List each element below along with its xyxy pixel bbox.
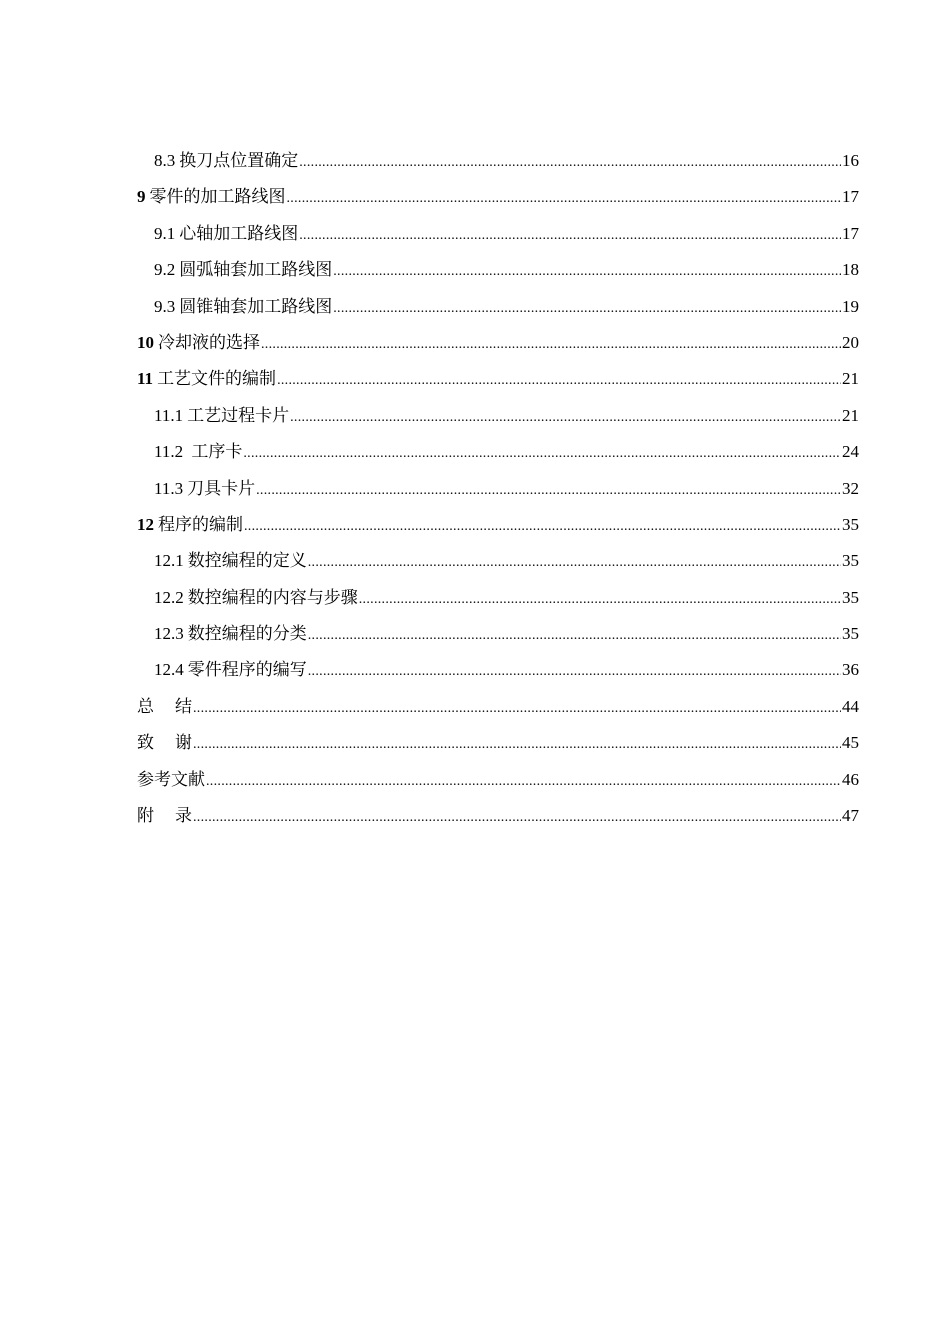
- toc-page-number: 17: [842, 223, 859, 243]
- toc-entry-title: 总结: [137, 696, 213, 716]
- toc-entry-9-1[interactable]: [137, 221, 859, 257]
- toc-page-number: 35: [842, 587, 859, 607]
- toc-entry-number: 12.4: [154, 660, 184, 680]
- toc-entry-summary[interactable]: [137, 694, 859, 730]
- toc-entry-acknowledgements[interactable]: [137, 730, 859, 766]
- toc-entry-number: 9.1: [154, 223, 176, 243]
- dot-leader: [287, 186, 842, 212]
- toc-page-number: 17: [842, 187, 859, 207]
- toc-entry-11-3[interactable]: [137, 476, 859, 512]
- toc-entry-references[interactable]: [137, 767, 859, 803]
- dot-leader: [308, 550, 841, 576]
- toc-entry-number: 12.2: [154, 587, 184, 607]
- toc-entry-12-4[interactable]: [137, 657, 859, 693]
- toc-entry-label: [137, 366, 276, 392]
- toc-entry-title: 零件的加工路线图: [149, 187, 286, 207]
- toc-page-number: 21: [842, 369, 859, 389]
- toc-entry-title: 附录: [137, 806, 213, 826]
- toc-entry-label: [137, 330, 260, 356]
- toc-page-number: 47: [842, 806, 859, 826]
- toc-entry-label: [154, 657, 307, 683]
- toc-entry-title: 工序卡: [187, 442, 243, 462]
- toc-page-number: 20: [842, 332, 859, 352]
- toc-page-number: 45: [842, 733, 859, 753]
- toc-entry-12-2[interactable]: [137, 585, 859, 621]
- toc-entry-label: [154, 294, 332, 320]
- table-of-contents: [137, 148, 859, 839]
- toc-entry-label: [154, 476, 255, 502]
- toc-page-number: 36: [842, 660, 859, 680]
- dot-leader: [308, 623, 841, 649]
- toc-entry-title: 零件程序的编写: [187, 660, 307, 680]
- dot-leader: [244, 514, 841, 540]
- toc-entry-label: [154, 439, 242, 465]
- toc-entry-9-3[interactable]: [137, 294, 859, 330]
- toc-entry-9-2[interactable]: [137, 257, 859, 293]
- toc-entry-title: 心轴加工路线图: [179, 223, 299, 243]
- toc-entry-11-2[interactable]: [137, 439, 859, 475]
- toc-entry-label: [154, 257, 332, 283]
- toc-page-number: 18: [842, 260, 859, 280]
- toc-entry-number: 12: [137, 514, 154, 534]
- toc-entry-11[interactable]: [137, 366, 859, 402]
- toc-entry-title: 圆锥轴套加工路线图: [179, 296, 333, 316]
- toc-entry-label: [137, 767, 205, 793]
- toc-entry-number: 11: [137, 369, 154, 389]
- toc-entry-12-3[interactable]: [137, 621, 859, 657]
- toc-entry-title: 数控编程的内容与步骤: [187, 587, 358, 607]
- toc-entry-number: 12.1: [154, 551, 184, 571]
- toc-entry-title: 刀具卡片: [187, 478, 256, 498]
- toc-entry-label: [154, 585, 358, 611]
- toc-entry-label: [154, 548, 307, 574]
- toc-entry-10[interactable]: [137, 330, 859, 366]
- toc-page-number: 32: [842, 478, 859, 498]
- toc-entry-number: 11.3: [154, 478, 184, 498]
- toc-page-number: 35: [842, 624, 859, 644]
- toc-entry-label: [137, 512, 243, 538]
- toc-entry-title: 工艺文件的编制: [157, 369, 277, 389]
- toc-entry-number: 10: [137, 332, 154, 352]
- toc-entry-number: 9.2: [154, 260, 176, 280]
- dot-leader: [193, 732, 841, 758]
- dot-leader: [243, 441, 841, 467]
- toc-entry-number: 8.3: [154, 151, 176, 170]
- toc-page-number: 21: [842, 405, 859, 425]
- dot-leader: [308, 659, 841, 685]
- toc-entry-11-1[interactable]: [137, 403, 859, 439]
- toc-entry-label: [154, 221, 298, 247]
- dot-leader: [359, 587, 841, 613]
- toc-entry-title: 圆弧轴套加工路线图: [179, 260, 333, 280]
- toc-entry-title: 致谢: [137, 733, 213, 753]
- toc-page-number: 19: [842, 296, 859, 316]
- dot-leader: [206, 769, 841, 795]
- dot-leader: [261, 332, 841, 358]
- dot-leader: [193, 805, 841, 831]
- toc-entry-12-1[interactable]: [137, 548, 859, 584]
- toc-entry-label: [154, 621, 307, 647]
- toc-entry-12[interactable]: [137, 512, 859, 548]
- toc-entry-8-3[interactable]: [137, 148, 859, 184]
- toc-page-number: 46: [842, 769, 859, 789]
- toc-entry-label: [137, 184, 286, 210]
- toc-entry-title: 数控编程的定义: [187, 551, 307, 571]
- toc-entry-number: 11.1: [154, 405, 184, 425]
- toc-page-number: 35: [842, 551, 859, 571]
- dot-leader: [193, 696, 841, 722]
- dot-leader: [299, 223, 841, 249]
- toc-entry-title: 程序的编制: [158, 514, 243, 534]
- toc-entry-appendix[interactable]: [137, 803, 859, 839]
- toc-page-number: 35: [842, 514, 859, 534]
- toc-entry-title: 工艺过程卡片: [187, 405, 290, 425]
- toc-entry-label: [154, 148, 298, 174]
- toc-entry-title: 参考文献: [137, 769, 205, 789]
- toc-page-number: 16: [842, 151, 859, 170]
- dot-leader: [256, 478, 841, 504]
- dot-leader: [333, 296, 841, 322]
- toc-entry-label: [154, 403, 289, 429]
- toc-entry-title: 数控编程的分类: [187, 624, 307, 644]
- toc-entry-number: 11.2: [154, 442, 184, 462]
- toc-entry-title: 冷却液的选择: [158, 332, 260, 352]
- toc-entry-number: 12.3: [154, 624, 184, 644]
- dot-leader: [333, 259, 841, 285]
- toc-entry-title: 换刀点位置确定: [179, 151, 299, 170]
- dot-leader: [277, 368, 841, 394]
- toc-entry-number: 9: [137, 187, 146, 207]
- toc-page-number: 24: [842, 442, 859, 462]
- toc-entry-9[interactable]: [137, 184, 859, 220]
- toc-entry-number: 9.3: [154, 296, 176, 316]
- toc-page-number: 44: [842, 696, 859, 716]
- dot-leader: [299, 150, 841, 176]
- dot-leader: [290, 405, 841, 431]
